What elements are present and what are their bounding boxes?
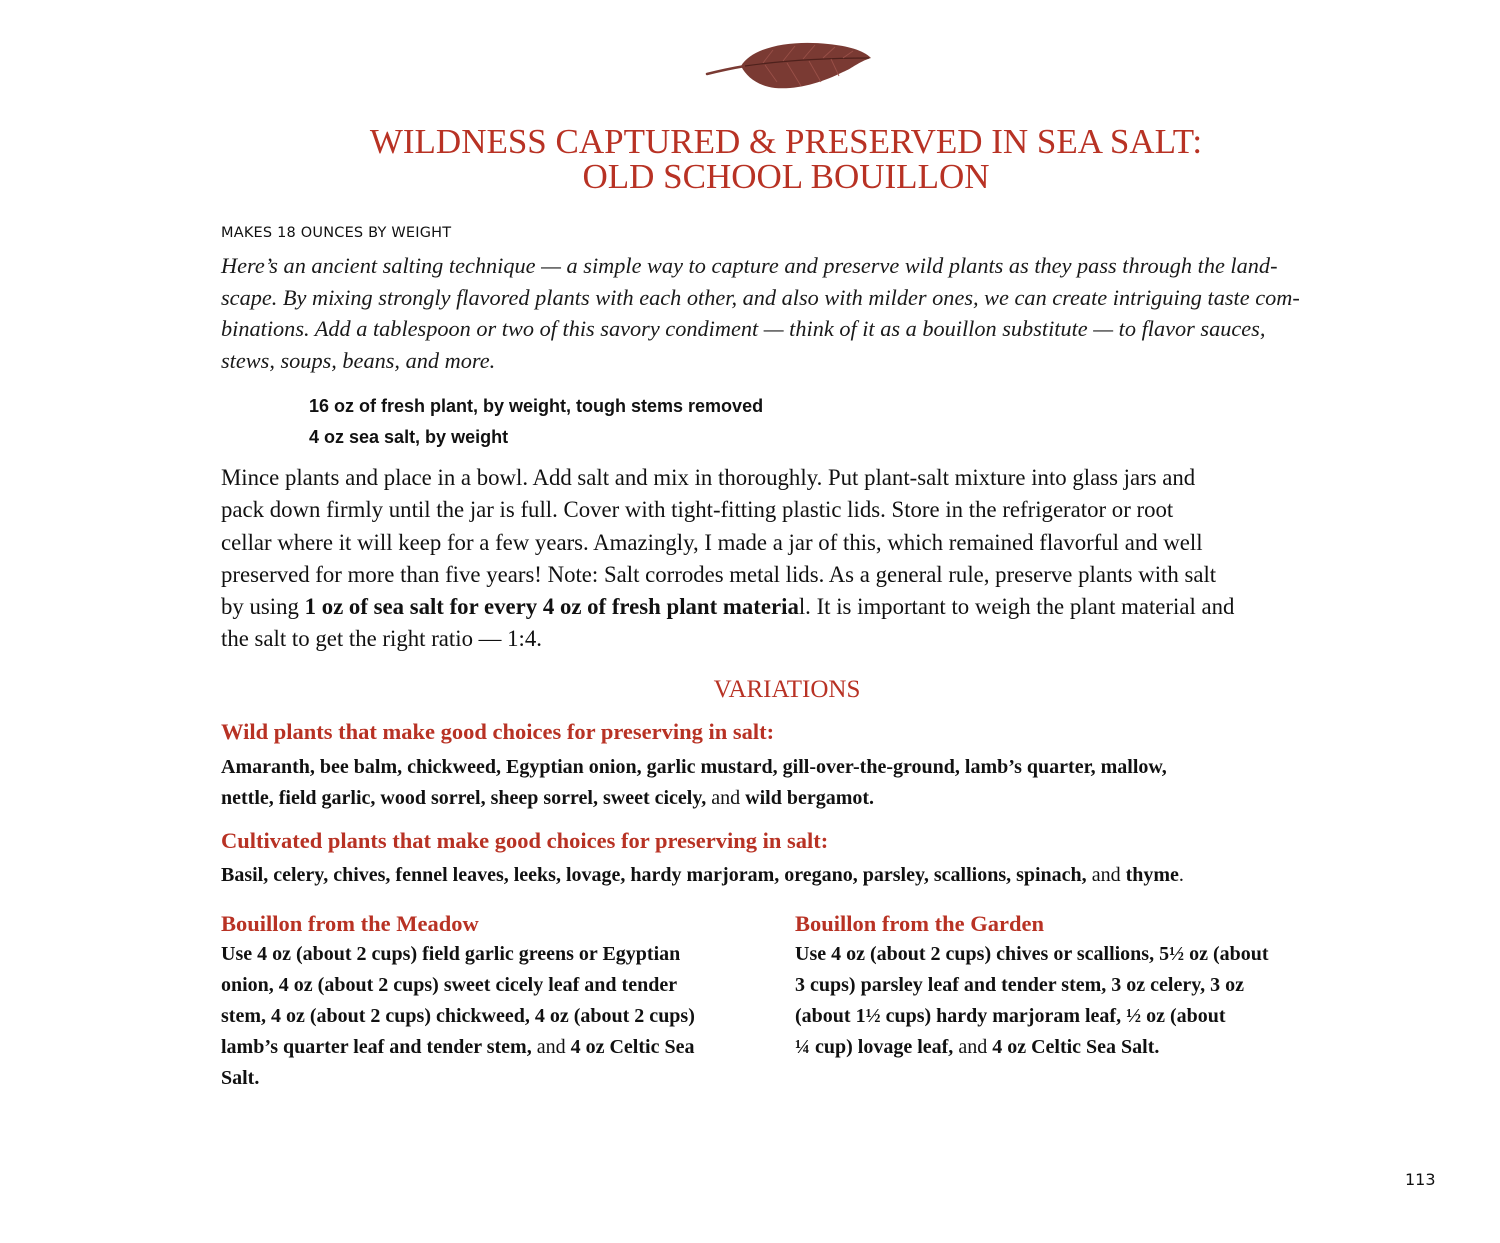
- garden-bouillon-text: [795, 939, 1355, 1063]
- conjunction: and: [953, 1036, 993, 1058]
- garden-text: 4 oz Celtic Sea Salt.: [992, 1036, 1160, 1058]
- wild-plants-text: nettle, field garlic, wood sorrel, sheep sorrel, sweet cicely,: [221, 787, 707, 809]
- cultivated-plants-text: Basil, celery, chives, fennel leaves, leeks, lovage, hardy marjoram, oregano, parsley, scallions, spinach,: [221, 864, 1087, 886]
- wild-plants-heading: Wild plants that make good choices for preserving in salt:: [221, 719, 775, 744]
- garden-bouillon-section: [795, 909, 1355, 1063]
- intro-line: scape. By mixing strongly flavored plants with each other, and also with milder ones, we can create intriguing taste com-: [221, 284, 1300, 310]
- recipe-intro: [221, 250, 1351, 376]
- meadow-bouillon-section: [221, 909, 781, 1094]
- page-number: 113: [1405, 1170, 1436, 1189]
- leaf-ornament-icon: [703, 38, 873, 98]
- meadow-bouillon-text: [221, 939, 781, 1094]
- garden-bouillon-heading: Bouillon from the Garden: [795, 911, 1044, 936]
- recipe-yield: MAKES 18 OUNCES BY WEIGHT: [221, 225, 452, 241]
- meadow-line: stem, 4 oz (about 2 cups) chickweed, 4 oz (about 2 cups): [221, 1005, 695, 1027]
- conjunction: and: [706, 787, 746, 809]
- wild-plants-text: wild bergamot.: [745, 787, 875, 809]
- garden-line: (about 1½ cups) hardy marjoram leaf, ½ oz (about: [795, 1005, 1226, 1027]
- method-line: Mince plants and place in a bowl. Add salt and mix in thoroughly. Put plant-salt mixture into glass jars and: [221, 465, 1196, 490]
- cultivated-plants-list: [221, 860, 1184, 891]
- method-line: cellar where it will keep for a few years. Amazingly, I made a jar of this, which remained flavorful and well: [221, 529, 1203, 555]
- recipe-title: [0, 124, 1500, 194]
- method-line: preserved for more than five years! Note: Salt corrodes metal lids. As a general rule, preserve plants with salt: [221, 561, 1217, 587]
- cultivated-plants-text: thyme: [1125, 864, 1179, 886]
- intro-line: binations. Add a tablespoon or two of this savory condiment — think of it as a bouillon substitute — to flavor sauces,: [221, 316, 1266, 341]
- wild-plants-line: Amaranth, bee balm, chickweed, Egyptian onion, garlic mustard, gill-over-the-ground, lamb’s quarter, mallow,: [221, 756, 1167, 778]
- wild-plants-list: [221, 752, 1167, 814]
- method-text: l. It is important to weigh the plant material and: [798, 594, 1235, 620]
- meadow-text: 4 oz Celtic Sea: [570, 1036, 695, 1058]
- meadow-line: Use 4 oz (about 2 cups) field garlic greens or Egyptian: [221, 943, 681, 965]
- meadow-line: onion, 4 oz (about 2 cups) sweet cicely leaf and tender: [221, 974, 678, 996]
- garden-line: [795, 1032, 1355, 1063]
- garden-text: ¼ cup) lovage leaf,: [795, 1036, 954, 1058]
- method-line: the salt to get the right ratio — 1:4.: [221, 626, 542, 652]
- recipe-title-line-1: WILDNESS CAPTURED & PRESERVED IN SEA SALT:: [369, 122, 1203, 161]
- recipe-title-line-2: OLD SCHOOL BOUILLON: [582, 157, 990, 196]
- cultivated-plants-line: [221, 860, 1184, 891]
- ingredient-item: 16 oz of fresh plant, by weight, tough stems removed: [309, 396, 764, 416]
- method-text: by using: [221, 594, 305, 620]
- conjunction: and: [531, 1036, 571, 1058]
- method-paragraph: [221, 462, 1361, 656]
- meadow-bouillon-heading: Bouillon from the Meadow: [221, 911, 479, 936]
- wild-plants-line: [221, 783, 1167, 814]
- ingredient-list: [309, 391, 763, 453]
- meadow-text: lamb’s quarter leaf and tender stem,: [221, 1036, 532, 1058]
- ratio-emphasis: 1 oz of sea salt for every 4 oz of fresh plant materia: [304, 594, 799, 620]
- cultivated-plants-heading: Cultivated plants that make good choices for preserving in salt:: [221, 828, 829, 853]
- method-line: [221, 591, 1361, 623]
- method-line: pack down firmly until the jar is full. Cover with tight-fitting plastic lids. Store in the refrigerator or root: [221, 497, 1174, 523]
- conjunction: and: [1086, 864, 1126, 886]
- meadow-line: Salt.: [221, 1067, 260, 1089]
- intro-line: Here’s an ancient salting technique — a simple way to capture and preserve wild plants as they pass through the land-: [221, 253, 1278, 278]
- meadow-line: [221, 1032, 781, 1063]
- garden-line: Use 4 oz (about 2 cups) chives or scallions, 5½ oz (about: [795, 943, 1269, 965]
- variations-heading: VARIATIONS: [713, 676, 861, 703]
- garden-line: 3 cups) parsley leaf and tender stem, 3 oz celery, 3 oz: [795, 974, 1244, 996]
- ingredient-item: 4 oz sea salt, by weight: [309, 427, 509, 447]
- intro-line: stews, soups, beans, and more.: [221, 347, 496, 373]
- period: .: [1178, 864, 1184, 886]
